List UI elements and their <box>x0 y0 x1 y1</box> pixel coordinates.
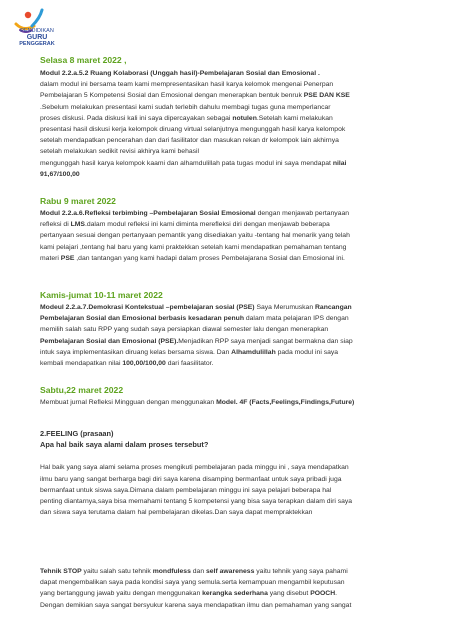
score-value: 91,67/100,00 <box>40 170 80 178</box>
logo-line-1: PENDIDIKAN <box>20 28 54 34</box>
text-line: memilih salah satu RPP yang sudah saya persiapkan diawal semester lalu dengan menerapkan <box>40 326 329 334</box>
text-line: kembali mendapatkan nilai 100,00/100,00 dari faasilitator. <box>40 360 214 368</box>
section-feeling <box>40 428 446 518</box>
text-line: Pembelajaran 5 Kompetensi Sosial dan Emosional dengan menerapkan bentuk benruk PSE DAN KSE <box>40 92 350 100</box>
logo-text <box>7 28 67 48</box>
text-line: materi PSE ,dan tantangan yang kami hadapi dalam proses Pembelajarana Sosial dan Emosional ini. <box>40 254 345 262</box>
text-line: Pembelajaran Sosial dan Emosional berbasis kesadaran penuh dalam mata pelajaran IPS dengan <box>40 315 349 323</box>
text-line: intuk saya implementasikan diruang kelas bersama siswa. Dan Alhamdulillah pada modul ini saya <box>40 348 339 356</box>
feeling-heading: 2.FEELING (prasaan) <box>40 429 114 438</box>
text-line: dapat mengembalikan saya pada kondisi saya yang semula.serta kemampuan mengambil keputusan <box>40 579 345 587</box>
text-line: setelah mendapatkan pencerahan dan dari fasilitator dan masukan rekan dr kelompok lain akhirnya <box>40 137 339 145</box>
text-line: mengunggah hasil karya kelompok kaami dan alhamdulillah pata tugas modul ini saya mendapat nilai <box>40 159 347 167</box>
section-title: Modeul 2.2.a.7.Demokrasi Kontekstual –pembelajaran sosial (PSE) Saya Merumuskan Rancangan <box>40 304 352 311</box>
text-line: Tehnik STOP yaitu salah satu tehnik mondfuless dan self awareness yaitu tehnik yang saya pahami <box>40 568 348 575</box>
text-line: yang bertanggung jawab yaitu dengan menggunakan kerangka sederhana yang disebut POOCH. <box>40 590 338 598</box>
section-title: Modul 2.2.a.5.2 Ruang Kolaborasi (Unggah hasil)-Pembelajaran Sosial dan Emosional . <box>40 70 320 77</box>
section-kamis-jumat <box>40 290 446 369</box>
text-line: bermanfaat untuk siswa saya.Dimana dalam pembelajaran minggu ini saya pelajari beberapa hal <box>40 486 332 494</box>
section-stop <box>40 566 446 611</box>
section-rabu <box>40 196 446 264</box>
text-line: pertanyaan sesuai dengan pertanyaan pemantik yang disediakan yaitu -tentang hal menarik yang telah <box>40 232 350 240</box>
section-sabtu <box>40 385 446 408</box>
section-selasa <box>40 55 446 180</box>
text-line: refleksi di LMS.dalam modul refleksi ini kami diminta merefleksi diri dengan menjawab beberapa <box>40 221 330 229</box>
logo-line-2: GURU <box>26 33 48 41</box>
text-line: dalam modul ini bersama team kami mempresentasikan hasil karya kelomok mengenai Penerpan <box>40 81 334 89</box>
text-line: Membuat jurnal Refleksi Mingguan dengan menggunakan Model. 4F (Facts,Feelings,Findings,Future) <box>40 399 355 406</box>
section-date: Sabtu,22 maret 2022 <box>40 385 124 395</box>
feeling-question: Apa hal baik saya alami dalam proses tersebut? <box>40 440 209 450</box>
text-line: .Sebelum melakukan presentasi kami sudah terlebih dahulu membagi tugas guna memperlancar <box>40 103 331 111</box>
text-line: kami pelajari ,tentang hal baru yang kami praktekkan setelah kami mendapatkan pemahaman tentang <box>40 243 347 251</box>
text-line: dan siswa saya terutama dalam hal pembelajaran dikelas.Dan saya dapat mempraktekkan <box>40 509 313 517</box>
text-line: Dengan demikian saya sangat bersyukur karena saya mendapatkan ilmu dan pemahaman yang sangat <box>40 601 352 609</box>
text-line: presentasi hasil diskusi kerja kelompok diruang virtual selanjutnya mengunggah hasil karya kelompok <box>40 126 346 134</box>
section-title: Modul 2.2.a.6.Refleksi terbimbing –Pembelajaran Sosial Emosional dengan menjawab pertanyaan <box>40 210 350 217</box>
section-date: Rabu 9 maret 2022 <box>40 196 116 206</box>
section-date: Kamis-jumat 10-11 maret 2022 <box>40 290 163 300</box>
text-line: setelah melakukan sedikit revisi akhirya kami behasil <box>40 148 200 156</box>
text-line: penting diantarnya,saya bisa memahami tentang 5 kompetensi yang bisa saya terapkan dalam diri saya <box>40 498 353 506</box>
logo-line-3: PENGGERAK <box>19 41 55 47</box>
section-date: Selasa 8 maret 2022 , <box>40 55 127 65</box>
text-line: ilmu baru yang sangat berharga bagi diri saya karena disamping bermanfaat untuk saya pribadi juga <box>40 475 342 483</box>
text-line: Pembelajaran Sosial dan Emosional (PSE).Menjadikan RPP saya menjadi sangat bermakna dan siap <box>40 337 353 345</box>
text-line: Hal baik yang saya alami selama proses mengikuti pembelajaran pada minggu ini , saya mendapatkan <box>40 464 349 472</box>
text-line: proses diskusi. Pada diskusi kali ini saya dipercayakan sebagai notulen.Setelah kami melakukan <box>40 114 333 122</box>
